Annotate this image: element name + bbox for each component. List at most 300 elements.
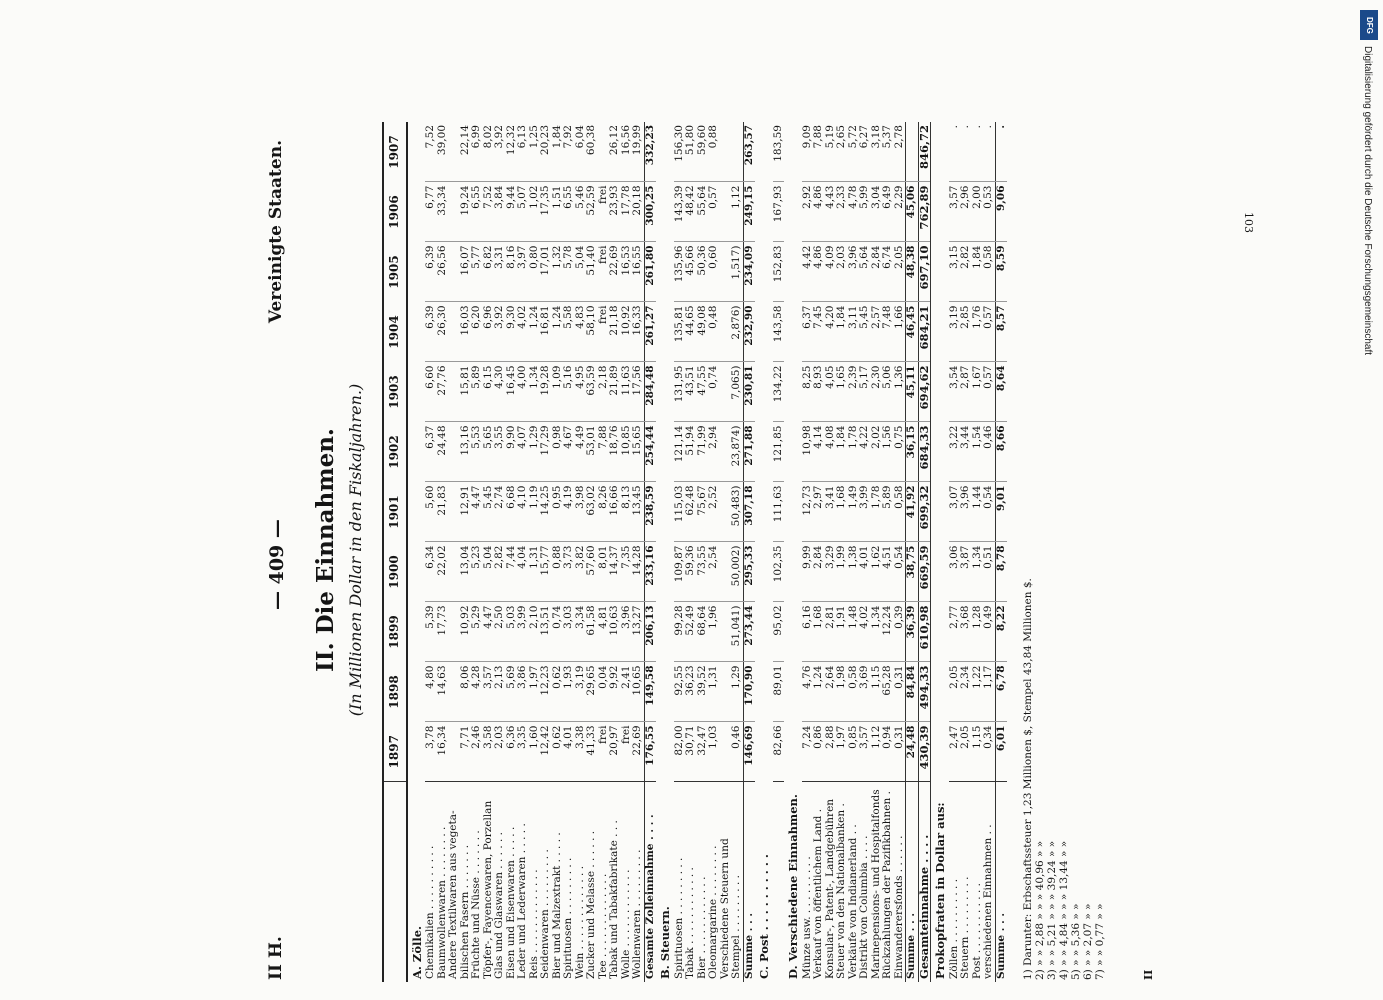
value-cell: 1,96 bbox=[708, 602, 720, 662]
value-cell: 26,30 bbox=[437, 302, 449, 362]
value-cell: 2,50 bbox=[494, 602, 506, 662]
side-page-number: 103 bbox=[1242, 212, 1255, 233]
value-cell: 610,98 bbox=[918, 602, 931, 662]
value-cell: 143,58 bbox=[773, 302, 785, 362]
value-cell: 1,78 bbox=[871, 482, 883, 542]
value-cell: 263,57 bbox=[743, 122, 755, 182]
year-header-row bbox=[383, 122, 407, 982]
row-label: Wein . . . . . . . . . . . . . bbox=[575, 782, 587, 982]
value-cell: 300,25 bbox=[644, 182, 656, 242]
value-cell: 2,33 bbox=[836, 182, 848, 242]
value-cell: 16,03 bbox=[460, 302, 472, 362]
value-cell bbox=[448, 602, 460, 662]
value-cell: 5,06 bbox=[882, 362, 894, 422]
value-cell: 12,73 bbox=[802, 482, 814, 542]
row-label: Verkauf von öffentlichem Land . bbox=[813, 782, 825, 982]
value-cell: 1,32 bbox=[552, 242, 564, 302]
value-cell: 6,68 bbox=[506, 482, 518, 542]
value-cell: 1,48 bbox=[848, 602, 860, 662]
value-cell: 19,24 bbox=[460, 182, 472, 242]
value-cell: 1,517) bbox=[731, 242, 743, 302]
value-cell: 19,99 bbox=[632, 122, 644, 182]
value-cell: 232,90 bbox=[743, 302, 755, 362]
value-cell: 1,99 bbox=[836, 542, 848, 602]
row-label: Spirituosen . . . . . . . . . bbox=[563, 782, 575, 982]
value-cell: 4,81 bbox=[598, 602, 610, 662]
value-cell: 8,66 bbox=[995, 422, 1007, 482]
value-cell: 3,41 bbox=[825, 482, 837, 542]
value-cell: 1,15 bbox=[972, 722, 984, 782]
per-capita-total-row bbox=[995, 122, 1007, 982]
value-cell: 0,85 bbox=[848, 722, 860, 782]
row-label: Früchte und Nüsse . . . . . . . bbox=[471, 782, 483, 982]
value-cell: 430,39 bbox=[918, 722, 931, 782]
value-cell: 10,85 bbox=[621, 422, 633, 482]
value-cell: 4,14 bbox=[813, 422, 825, 482]
row-label: Verkäufe von Indianerland . . bbox=[848, 782, 860, 982]
value-cell: 3,73 bbox=[563, 542, 575, 602]
value-cell: 14,25 bbox=[540, 482, 552, 542]
value-cell: 16,34 bbox=[437, 722, 449, 782]
data-row bbox=[448, 122, 460, 982]
value-cell: 2,74 bbox=[494, 482, 506, 542]
value-cell: 3,96 bbox=[848, 242, 860, 302]
value-cell: 16,56 bbox=[621, 122, 633, 182]
value-cell: 684,21 bbox=[918, 302, 931, 362]
row-label: Andere Textilwaren aus vegeta- bbox=[448, 782, 460, 982]
value-cell: 1,09 bbox=[552, 362, 564, 422]
value-cell: 1,97 bbox=[529, 662, 541, 722]
value-cell: 7,52 bbox=[483, 182, 495, 242]
value-cell: 6,96 bbox=[483, 302, 495, 362]
value-cell: 48,42 bbox=[685, 182, 697, 242]
value-cell: 5,45 bbox=[483, 482, 495, 542]
value-cell: 5,07 bbox=[517, 182, 529, 242]
value-cell: 24,48 bbox=[906, 722, 919, 782]
value-cell: 2,47 bbox=[949, 722, 961, 782]
revenue-table bbox=[382, 122, 1007, 982]
value-cell: 14,63 bbox=[437, 662, 449, 722]
value-cell: 19,28 bbox=[540, 362, 552, 422]
value-cell: 24,48 bbox=[437, 422, 449, 482]
value-cell: frei bbox=[598, 302, 610, 362]
row-label: verschiedenen Einnahmen . . bbox=[983, 782, 995, 982]
value-cell: 1,49 bbox=[848, 482, 860, 542]
value-cell: 39,52 bbox=[697, 662, 709, 722]
value-cell: 2,92 bbox=[802, 182, 814, 242]
value-cell: 5,64 bbox=[859, 242, 871, 302]
value-cell: 5,69 bbox=[506, 662, 518, 722]
value-cell: 1,24 bbox=[529, 302, 541, 362]
row-label: Gesamteinnahme . . . . bbox=[918, 782, 931, 982]
value-cell: 1,78 bbox=[848, 422, 860, 482]
value-cell: 3,03 bbox=[563, 602, 575, 662]
value-cell: 206,13 bbox=[644, 602, 656, 662]
value-cell: 109,87 bbox=[674, 542, 686, 602]
value-cell: 0,57 bbox=[983, 302, 995, 362]
section-heading: Prokopfraten in Dollar aus: bbox=[933, 802, 947, 979]
row-label: Konsular-, Patent-, Landgebühren bbox=[825, 782, 837, 982]
value-cell: 2,05 bbox=[949, 662, 961, 722]
value-cell: 61,58 bbox=[586, 602, 598, 662]
value-cell: 9,30 bbox=[506, 302, 518, 362]
value-cell: 65,28 bbox=[882, 662, 894, 722]
value-cell: 4,86 bbox=[813, 242, 825, 302]
value-cell: 2,64 bbox=[825, 662, 837, 722]
value-cell: 0,86 bbox=[813, 722, 825, 782]
value-cell: 9,09 bbox=[802, 122, 814, 182]
value-cell: 167,93 bbox=[773, 182, 785, 242]
value-cell: 1,54 bbox=[972, 422, 984, 482]
value-cell: 3,58 bbox=[483, 722, 495, 782]
value-cell: 4,09 bbox=[825, 242, 837, 302]
value-cell: 1,38 bbox=[848, 542, 860, 602]
value-cell: 63,02 bbox=[586, 482, 598, 542]
value-cell: 10,63 bbox=[609, 602, 621, 662]
value-cell: 4,28 bbox=[471, 662, 483, 722]
value-cell: 3,82 bbox=[575, 542, 587, 602]
value-cell: 0,88 bbox=[552, 542, 564, 602]
data-row bbox=[517, 122, 529, 982]
value-cell: 21,18 bbox=[609, 302, 621, 362]
value-cell: 3,97 bbox=[517, 242, 529, 302]
value-cell: 20,18 bbox=[632, 182, 644, 242]
section-mark: II H. bbox=[266, 936, 286, 980]
row-label: Oleomargarine . . . . . . . . bbox=[708, 782, 720, 982]
value-cell: 134,22 bbox=[773, 362, 785, 422]
data-row bbox=[882, 122, 894, 982]
row-label: Zöllen . . . . . . . . . . bbox=[949, 782, 961, 982]
value-cell: 7,24 bbox=[802, 722, 814, 782]
value-cell: 669,59 bbox=[918, 542, 931, 602]
dfg-credit-text: Digitalisierung gefördert durch die Deutsche Forschungsgemeinschaft bbox=[1362, 46, 1373, 356]
value-cell: 22,69 bbox=[632, 722, 644, 782]
section-heading-row bbox=[656, 122, 674, 982]
footnote: 5) » » 5,36 » » bbox=[1070, 903, 1082, 980]
value-cell: 6,49 bbox=[882, 182, 894, 242]
value-cell: 2,78 bbox=[894, 122, 906, 182]
value-cell: 22,02 bbox=[437, 542, 449, 602]
total-row bbox=[743, 122, 755, 982]
footnotes bbox=[1022, 120, 1106, 980]
value-cell: 13,04 bbox=[460, 542, 472, 602]
year-header: 1900 bbox=[383, 542, 407, 602]
row-label: Seidenwaren . . . . . . . . . bbox=[540, 782, 552, 982]
value-cell: 51,94 bbox=[685, 422, 697, 482]
value-cell: 307,18 bbox=[743, 482, 755, 542]
value-cell: 332,23 bbox=[644, 122, 656, 182]
value-cell: 3,29 bbox=[825, 542, 837, 602]
value-cell: . bbox=[983, 122, 995, 182]
value-cell: 13,45 bbox=[632, 482, 644, 542]
value-cell: 4,95 bbox=[575, 362, 587, 422]
value-cell: 30,71 bbox=[685, 722, 697, 782]
value-cell: 1,84 bbox=[552, 122, 564, 182]
value-cell: 3,38 bbox=[575, 722, 587, 782]
row-label: Post . . . . . . . . . . . bbox=[972, 782, 984, 982]
value-cell: 4,80 bbox=[425, 662, 437, 722]
value-cell: 46,45 bbox=[906, 302, 919, 362]
footnote: 2) » » 2,88 » » » 40,96 » » bbox=[1034, 840, 1046, 980]
value-cell: 131,95 bbox=[674, 362, 686, 422]
value-cell: 5,46 bbox=[575, 182, 587, 242]
value-cell: 50,36 bbox=[697, 242, 709, 302]
footnote: 4) » » 4,84 » » » 13,44 » » bbox=[1058, 840, 1070, 980]
value-cell: 6,37 bbox=[425, 422, 437, 482]
value-cell: 1,62 bbox=[871, 542, 883, 602]
value-cell: 2,41 bbox=[621, 662, 633, 722]
value-cell: 1,60 bbox=[529, 722, 541, 782]
value-cell: 16,81 bbox=[540, 302, 552, 362]
value-cell: 0,48 bbox=[708, 302, 720, 362]
value-cell: 4,76 bbox=[802, 662, 814, 722]
value-cell: 36,15 bbox=[906, 422, 919, 482]
value-cell: 254,44 bbox=[644, 422, 656, 482]
value-cell: 143,39 bbox=[674, 182, 686, 242]
value-cell: 4,10 bbox=[517, 482, 529, 542]
row-label: Gesamte Zolleinnahme . . . . bbox=[644, 782, 656, 982]
data-row bbox=[471, 122, 483, 982]
value-cell: 146,69 bbox=[743, 722, 755, 782]
value-cell: 2,97 bbox=[813, 482, 825, 542]
section-heading: C. Post . . . . . . . . . . bbox=[757, 854, 771, 979]
value-cell: 0,58 bbox=[983, 242, 995, 302]
value-cell: 4,01 bbox=[563, 722, 575, 782]
value-cell: 7,88 bbox=[598, 422, 610, 482]
value-cell: 6,55 bbox=[563, 182, 575, 242]
value-cell: 0,04 bbox=[598, 662, 610, 722]
value-cell: 1,02 bbox=[529, 182, 541, 242]
value-cell: 8,78 bbox=[995, 542, 1007, 602]
value-cell: 5,23 bbox=[471, 542, 483, 602]
value-cell: 3,69 bbox=[859, 662, 871, 722]
value-cell: 8,64 bbox=[995, 362, 1007, 422]
value-cell: 7,71 bbox=[460, 722, 472, 782]
data-row bbox=[894, 122, 906, 982]
value-cell: 233,16 bbox=[644, 542, 656, 602]
value-cell: 6,77 bbox=[425, 182, 437, 242]
value-cell: 7,88 bbox=[813, 122, 825, 182]
value-cell: 23,93 bbox=[609, 182, 621, 242]
value-cell: 82,00 bbox=[674, 722, 686, 782]
value-cell: 3,96 bbox=[960, 482, 972, 542]
value-cell: 7,065) bbox=[731, 362, 743, 422]
value-cell: 1,84 bbox=[836, 422, 848, 482]
value-cell: 135,81 bbox=[674, 302, 686, 362]
section-heading-row bbox=[784, 122, 802, 982]
value-cell: 2,05 bbox=[960, 722, 972, 782]
value-cell: 6,04 bbox=[575, 122, 587, 182]
row-label: Steuern . . . . . . . . . bbox=[960, 782, 972, 982]
value-cell: 8,59 bbox=[995, 242, 1007, 302]
value-cell: 17,29 bbox=[540, 422, 552, 482]
value-cell: 273,44 bbox=[743, 602, 755, 662]
value-cell: 1,17 bbox=[983, 662, 995, 722]
data-row bbox=[859, 122, 871, 982]
value-cell: 4,51 bbox=[882, 542, 894, 602]
value-cell: 2,84 bbox=[871, 242, 883, 302]
value-cell: 4,02 bbox=[517, 302, 529, 362]
value-cell: . bbox=[972, 122, 984, 182]
value-cell: 2,03 bbox=[494, 722, 506, 782]
value-cell: 14,28 bbox=[632, 542, 644, 602]
value-cell: 3,44 bbox=[960, 422, 972, 482]
value-cell: 43,51 bbox=[685, 362, 697, 422]
value-cell: 2,85 bbox=[960, 302, 972, 362]
value-cell: 3,19 bbox=[949, 302, 961, 362]
row-label: Bier . . . . . . . . . . . . bbox=[697, 782, 709, 982]
value-cell: 1,03 bbox=[708, 722, 720, 782]
value-cell: 89,01 bbox=[773, 662, 785, 722]
value-cell: 2,46 bbox=[471, 722, 483, 782]
value-cell bbox=[448, 242, 460, 302]
value-cell: 9,01 bbox=[995, 482, 1007, 542]
value-cell: 75,67 bbox=[697, 482, 709, 542]
value-cell: 17,56 bbox=[632, 362, 644, 422]
value-cell: 10,92 bbox=[621, 302, 633, 362]
value-cell: 176,55 bbox=[644, 722, 656, 782]
value-cell: 21,83 bbox=[437, 482, 449, 542]
value-cell bbox=[448, 422, 460, 482]
value-cell: 2,18 bbox=[598, 362, 610, 422]
value-cell: 3,57 bbox=[859, 722, 871, 782]
data-row bbox=[836, 122, 848, 982]
value-cell: 17,78 bbox=[621, 182, 633, 242]
value-cell: 4,01 bbox=[859, 542, 871, 602]
year-header: 1905 bbox=[383, 242, 407, 302]
value-cell: 170,90 bbox=[743, 662, 755, 722]
value-cell: 1,31 bbox=[529, 542, 541, 602]
value-cell: 0,74 bbox=[552, 602, 564, 662]
value-cell: 1,29 bbox=[731, 662, 743, 722]
value-cell: 5,89 bbox=[471, 362, 483, 422]
value-cell: 4,07 bbox=[517, 422, 529, 482]
value-cell: 2,10 bbox=[529, 602, 541, 662]
value-cell: 2,03 bbox=[836, 242, 848, 302]
value-cell: 2,05 bbox=[894, 242, 906, 302]
value-cell: 8,57 bbox=[995, 302, 1007, 362]
value-cell: 1,97 bbox=[836, 722, 848, 782]
footnote: 7) » » 0,77 » » bbox=[1094, 903, 1106, 980]
value-cell: frei bbox=[598, 182, 610, 242]
year-header: 1906 bbox=[383, 182, 407, 242]
value-cell: 5,45 bbox=[859, 302, 871, 362]
value-cell: 0,54 bbox=[983, 482, 995, 542]
value-cell: 249,15 bbox=[743, 182, 755, 242]
value-cell: 1,51 bbox=[552, 182, 564, 242]
value-cell: 2,876) bbox=[731, 302, 743, 362]
data-row bbox=[563, 122, 575, 982]
value-cell: 3,57 bbox=[949, 182, 961, 242]
value-cell: 11,63 bbox=[621, 362, 633, 422]
value-cell: 7,45 bbox=[813, 302, 825, 362]
value-cell: 6,36 bbox=[506, 722, 518, 782]
value-cell: 84,84 bbox=[906, 662, 919, 722]
row-label: Tabak und Tabakfabrikate . . . bbox=[609, 782, 621, 982]
value-cell: 2,81 bbox=[825, 602, 837, 662]
value-cell: 51,40 bbox=[586, 242, 598, 302]
value-cell: 6,39 bbox=[425, 302, 437, 362]
value-cell: 1,31 bbox=[708, 662, 720, 722]
year-header: 1904 bbox=[383, 302, 407, 362]
value-cell: 4,20 bbox=[825, 302, 837, 362]
row-label: Leder und Lederwaren . . . . . bbox=[517, 782, 529, 982]
value-cell: 2,30 bbox=[871, 362, 883, 422]
value-cell: 1,44 bbox=[972, 482, 984, 542]
value-cell: 9,92 bbox=[609, 662, 621, 722]
value-cell: 26,12 bbox=[609, 122, 621, 182]
value-cell: 0,58 bbox=[894, 482, 906, 542]
row-label: Stempel . . . . . . . . . bbox=[731, 782, 743, 982]
value-cell: 13,51 bbox=[540, 602, 552, 662]
value-cell: 16,07 bbox=[460, 242, 472, 302]
value-cell: 16,66 bbox=[609, 482, 621, 542]
value-cell: 2,02 bbox=[871, 422, 883, 482]
value-cell: 6,15 bbox=[483, 362, 495, 422]
value-cell: 1,24 bbox=[552, 302, 564, 362]
value-cell: 6,37 bbox=[802, 302, 814, 362]
value-cell: 5,58 bbox=[563, 302, 575, 362]
value-cell: 8,06 bbox=[460, 662, 472, 722]
label-header bbox=[383, 782, 407, 982]
value-cell: 230,81 bbox=[743, 362, 755, 422]
value-cell: 2,84 bbox=[813, 542, 825, 602]
value-cell bbox=[448, 482, 460, 542]
value-cell: 3,92 bbox=[494, 302, 506, 362]
value-cell: 6,01 bbox=[995, 722, 1007, 782]
footnote: 1) Darunter: Erbschaftssteuer 1,23 Millionen $, Stempel 43,84 Millionen $. bbox=[1022, 578, 1034, 980]
value-cell: 1,68 bbox=[836, 482, 848, 542]
value-cell: 3,84 bbox=[494, 182, 506, 242]
row-label: Distrikt von Columbia . . . . bbox=[859, 782, 871, 982]
value-cell: 3,68 bbox=[960, 602, 972, 662]
value-cell: 4,49 bbox=[575, 422, 587, 482]
value-cell: 5,29 bbox=[471, 602, 483, 662]
value-cell: 1,36 bbox=[894, 362, 906, 422]
value-cell: 1,15 bbox=[871, 662, 883, 722]
footer-page-mark: II bbox=[1142, 969, 1155, 980]
value-cell: 5,60 bbox=[425, 482, 437, 542]
value-cell: 57,60 bbox=[586, 542, 598, 602]
value-cell: 1,19 bbox=[529, 482, 541, 542]
value-cell: 1,25 bbox=[529, 122, 541, 182]
footnote: 3) » » 5,21 » » » 39,24 » » bbox=[1046, 840, 1058, 980]
value-cell: 8,25 bbox=[802, 362, 814, 422]
value-cell: 4,00 bbox=[517, 362, 529, 422]
value-cell: frei bbox=[621, 722, 633, 782]
row-label bbox=[773, 782, 785, 982]
value-cell: 7,92 bbox=[563, 122, 575, 182]
value-cell: 58,10 bbox=[586, 302, 598, 362]
value-cell bbox=[448, 182, 460, 242]
value-cell: 3,57 bbox=[483, 662, 495, 722]
value-cell: 62,48 bbox=[685, 482, 697, 542]
value-cell: 1,84 bbox=[836, 302, 848, 362]
value-cell: 6,16 bbox=[802, 602, 814, 662]
value-cell: 13,16 bbox=[460, 422, 472, 482]
value-cell: 8,22 bbox=[995, 602, 1007, 662]
value-cell: 1,65 bbox=[836, 362, 848, 422]
value-cell: 6,55 bbox=[471, 182, 483, 242]
row-label: Chemikalien . . . . . . . . . . bbox=[425, 782, 437, 982]
value-cell: 23,874) bbox=[731, 422, 743, 482]
data-row bbox=[773, 122, 785, 982]
data-row bbox=[813, 122, 825, 982]
value-cell: 3,54 bbox=[949, 362, 961, 422]
value-cell: 238,59 bbox=[644, 482, 656, 542]
value-cell: 4,86 bbox=[813, 182, 825, 242]
value-cell: 52,49 bbox=[685, 602, 697, 662]
